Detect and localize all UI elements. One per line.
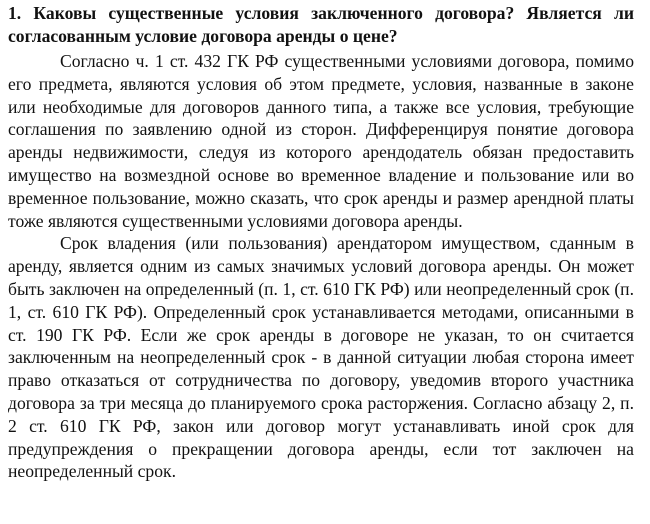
question-heading: 1. Каковы существенные условия заключенного договора? Является ли согласованным условие договора аренды о цене? bbox=[8, 3, 634, 46]
document-page bbox=[8, 2, 634, 483]
paragraph-lease-term: Срок владения (или пользования) арендатором имуществом, сданным в аренду, является одним из самых значимых условий договора аренды. Он может быть заключен на определенный (п. 1, ст. 610 ГК РФ) или неопределенный срок (п. 1, ст. 610 ГК РФ). Определенный срок устанавливается методами, описанными в ст. 190 ГК РФ. Если же срок аренды в договоре не указан, то он считается заключенным на неопределенный срок - в данной ситуации любая сторона имеет право отказаться от сотрудничества по договору, уведомив второго участника договора за три месяца до планируемого срока расторжения. Согласно абзацу 2, п. 2 ст. 610 ГК РФ, закон или договор могут устанавливать иной срок для предупреждения о прекращении договора аренды, если тот заключен на неопределенный срок. bbox=[8, 233, 634, 482]
paragraph-essential-terms: Согласно ч. 1 ст. 432 ГК РФ существенными условиями договора, помимо его предмета, являются условия об этом предмете, условия, названные в законе или необходимые для договоров данного типа, а также все условия, требующие соглашения по заявлению одной из сторон. Дифференцируя понятие договора аренды недвижимости, следуя из которого арендодатель обязан предоставить имущество на возмездной основе во временное владение и пользование или во временное пользование, можно сказать, что срок аренды и размер арендной платы тоже являются существенными условиями договора аренды. bbox=[8, 51, 634, 231]
